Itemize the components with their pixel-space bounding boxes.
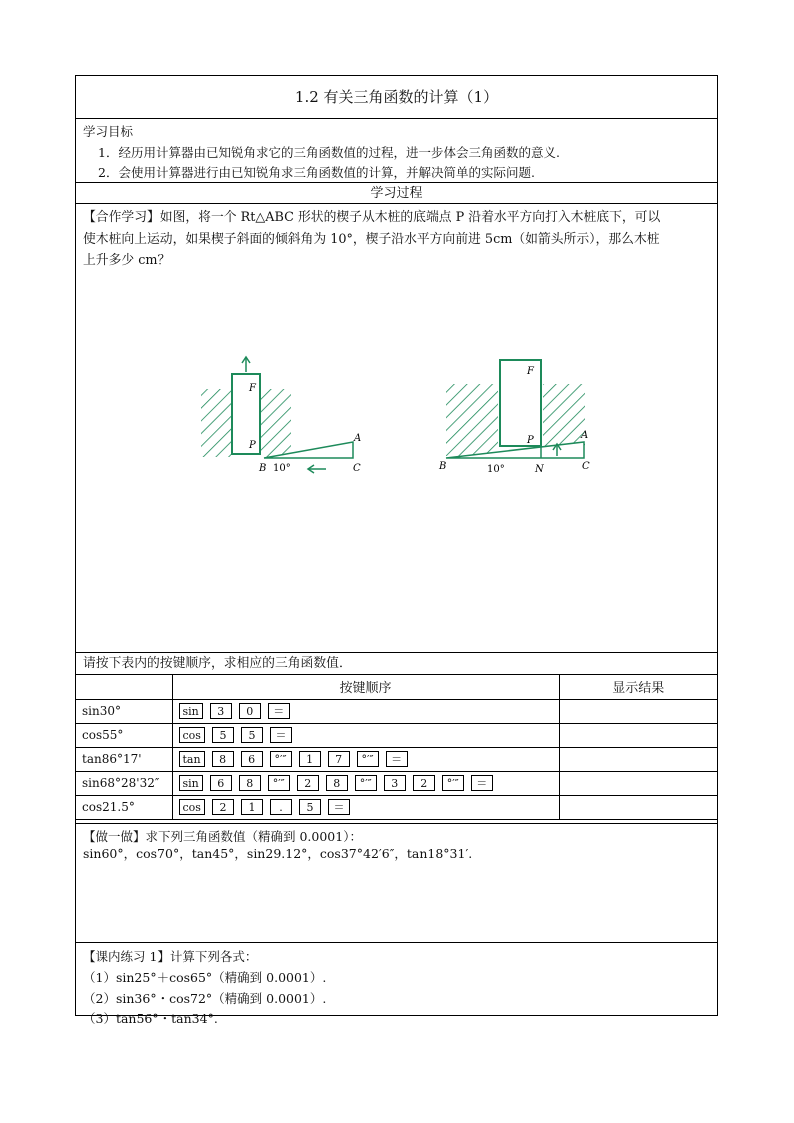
- header-keys: 按键顺序: [172, 675, 559, 699]
- row-expression: tan86°17': [76, 747, 172, 771]
- label-B-2: B: [439, 461, 447, 472]
- key: 6: [210, 775, 232, 791]
- key: 3: [210, 703, 232, 719]
- coop-line-2: 使木桩向上运动，如果楔子斜面的倾斜角为 10°，楔子沿水平方向前进 5cm（如箭头所示），那么木桩: [83, 231, 660, 247]
- figure-2: [438, 360, 590, 475]
- table-row: [76, 723, 717, 747]
- key: 5: [212, 727, 234, 743]
- key-sequence: [172, 723, 559, 747]
- key: 5: [299, 799, 321, 815]
- key: ＝: [386, 751, 408, 767]
- angle-label-1: 10°: [273, 463, 291, 474]
- key: 8: [326, 775, 348, 791]
- key: 2: [297, 775, 319, 791]
- key: °′″: [442, 775, 464, 791]
- key: sin: [179, 703, 203, 719]
- table-header-row: [76, 675, 717, 699]
- label-A-2: A: [581, 430, 589, 441]
- coop-text: [83, 207, 711, 272]
- key: ＝: [270, 727, 292, 743]
- result-cell[interactable]: [559, 747, 717, 771]
- key-sequence: [172, 795, 559, 819]
- label-F-1: F: [249, 383, 256, 394]
- row-expression: cos55°: [76, 723, 172, 747]
- result-cell[interactable]: [559, 699, 717, 723]
- key: 2: [212, 799, 234, 815]
- learning-goals: [76, 119, 717, 183]
- key: °′″: [270, 751, 292, 767]
- try-it-section: [76, 823, 717, 943]
- table-row: [76, 771, 717, 795]
- key: 5: [241, 727, 263, 743]
- practice-item-3: （3）tan56°・tan34°.: [83, 1011, 218, 1026]
- header-empty: [76, 675, 172, 699]
- table-instruction: 请按下表内的按键顺序，求相应的三角函数值．: [76, 653, 717, 675]
- key-sequence-table: [76, 675, 717, 820]
- key: 6: [241, 751, 263, 767]
- key: 3: [384, 775, 406, 791]
- coop-line-1: 【合作学习】如图，将一个 Rt△ABC 形状的楔子从木桩的底端点 P 沿着水平方向打入木桩底下，可以: [83, 210, 661, 225]
- practice-section: [76, 943, 717, 1026]
- label-P-2: P: [527, 435, 534, 446]
- key: .: [270, 799, 292, 815]
- key: cos: [179, 727, 205, 743]
- key: ＝: [268, 703, 290, 719]
- table-row: [76, 795, 717, 819]
- ground-right-1: [261, 389, 291, 457]
- practice-item-1: （1）sin25°＋cos65°（精确到 0.0001）.: [83, 970, 327, 985]
- worksheet: [75, 75, 718, 1026]
- key: cos: [179, 799, 205, 815]
- label-F-2: F: [527, 366, 534, 377]
- key: 8: [239, 775, 261, 791]
- label-C-2: C: [582, 461, 590, 472]
- label-B-1: B: [259, 463, 267, 474]
- label-C-1: C: [353, 463, 361, 474]
- label-P-1: P: [249, 440, 256, 451]
- header-result: 显示结果: [559, 675, 717, 699]
- wedge-figures: [191, 354, 631, 484]
- result-cell[interactable]: [559, 795, 717, 819]
- process-heading: 学习过程: [76, 183, 717, 204]
- label-A-1: A: [354, 433, 362, 444]
- practice-heading: 【课内练习 1】计算下列各式：: [83, 949, 258, 964]
- goal-item-1: 1．经历用计算器由已知锐角求它的三角函数值的过程，进一步体会三角函数的意义.: [98, 145, 560, 160]
- goal-item-2: 2．会使用计算器进行由已知锐角求三角函数值的计算，并解决简单的实际问题.: [98, 165, 535, 180]
- key: °′″: [357, 751, 379, 767]
- key: 1: [299, 751, 321, 767]
- result-cell[interactable]: [559, 771, 717, 795]
- pile-2: [500, 360, 541, 446]
- figure-1: [201, 357, 361, 474]
- coop-line-3: 上升多少 cm？: [83, 253, 171, 268]
- row-expression: sin30°: [76, 699, 172, 723]
- row-expression: cos21.5°: [76, 795, 172, 819]
- key: ＝: [471, 775, 493, 791]
- page-title: 1.2 有关三角函数的计算（1）: [76, 76, 717, 119]
- ground-left-1: [201, 389, 231, 457]
- key: ＝: [328, 799, 350, 815]
- key: sin: [179, 775, 203, 791]
- key: 0: [239, 703, 261, 719]
- table-row: [76, 747, 717, 771]
- row-expression: sin68°28'32″: [76, 771, 172, 795]
- key: 1: [241, 799, 263, 815]
- practice-item-2: （2）sin36°・cos72°（精确到 0.0001）.: [83, 991, 327, 1006]
- key: 2: [413, 775, 435, 791]
- key: °′″: [355, 775, 377, 791]
- key: tan: [179, 751, 205, 767]
- cooperative-learning: [76, 204, 717, 653]
- try-it-items: sin60°，cos70°，tan45°，sin29.12°，cos37°42′6″，tan18°31′.: [83, 846, 473, 861]
- key: °′″: [268, 775, 290, 791]
- key-sequence: [172, 699, 559, 723]
- try-it-heading: 【做一做】求下列三角函数值（精确到 0.0001）：: [83, 829, 362, 844]
- goals-heading: 学习目标: [83, 124, 134, 139]
- table-row: [76, 699, 717, 723]
- ground-left-2: [446, 384, 498, 456]
- key-sequence: [172, 771, 559, 795]
- key-sequence: [172, 747, 559, 771]
- result-cell[interactable]: [559, 723, 717, 747]
- key: 7: [328, 751, 350, 767]
- angle-label-2: 10°: [487, 464, 505, 475]
- key: 8: [212, 751, 234, 767]
- label-N-2: N: [535, 464, 544, 475]
